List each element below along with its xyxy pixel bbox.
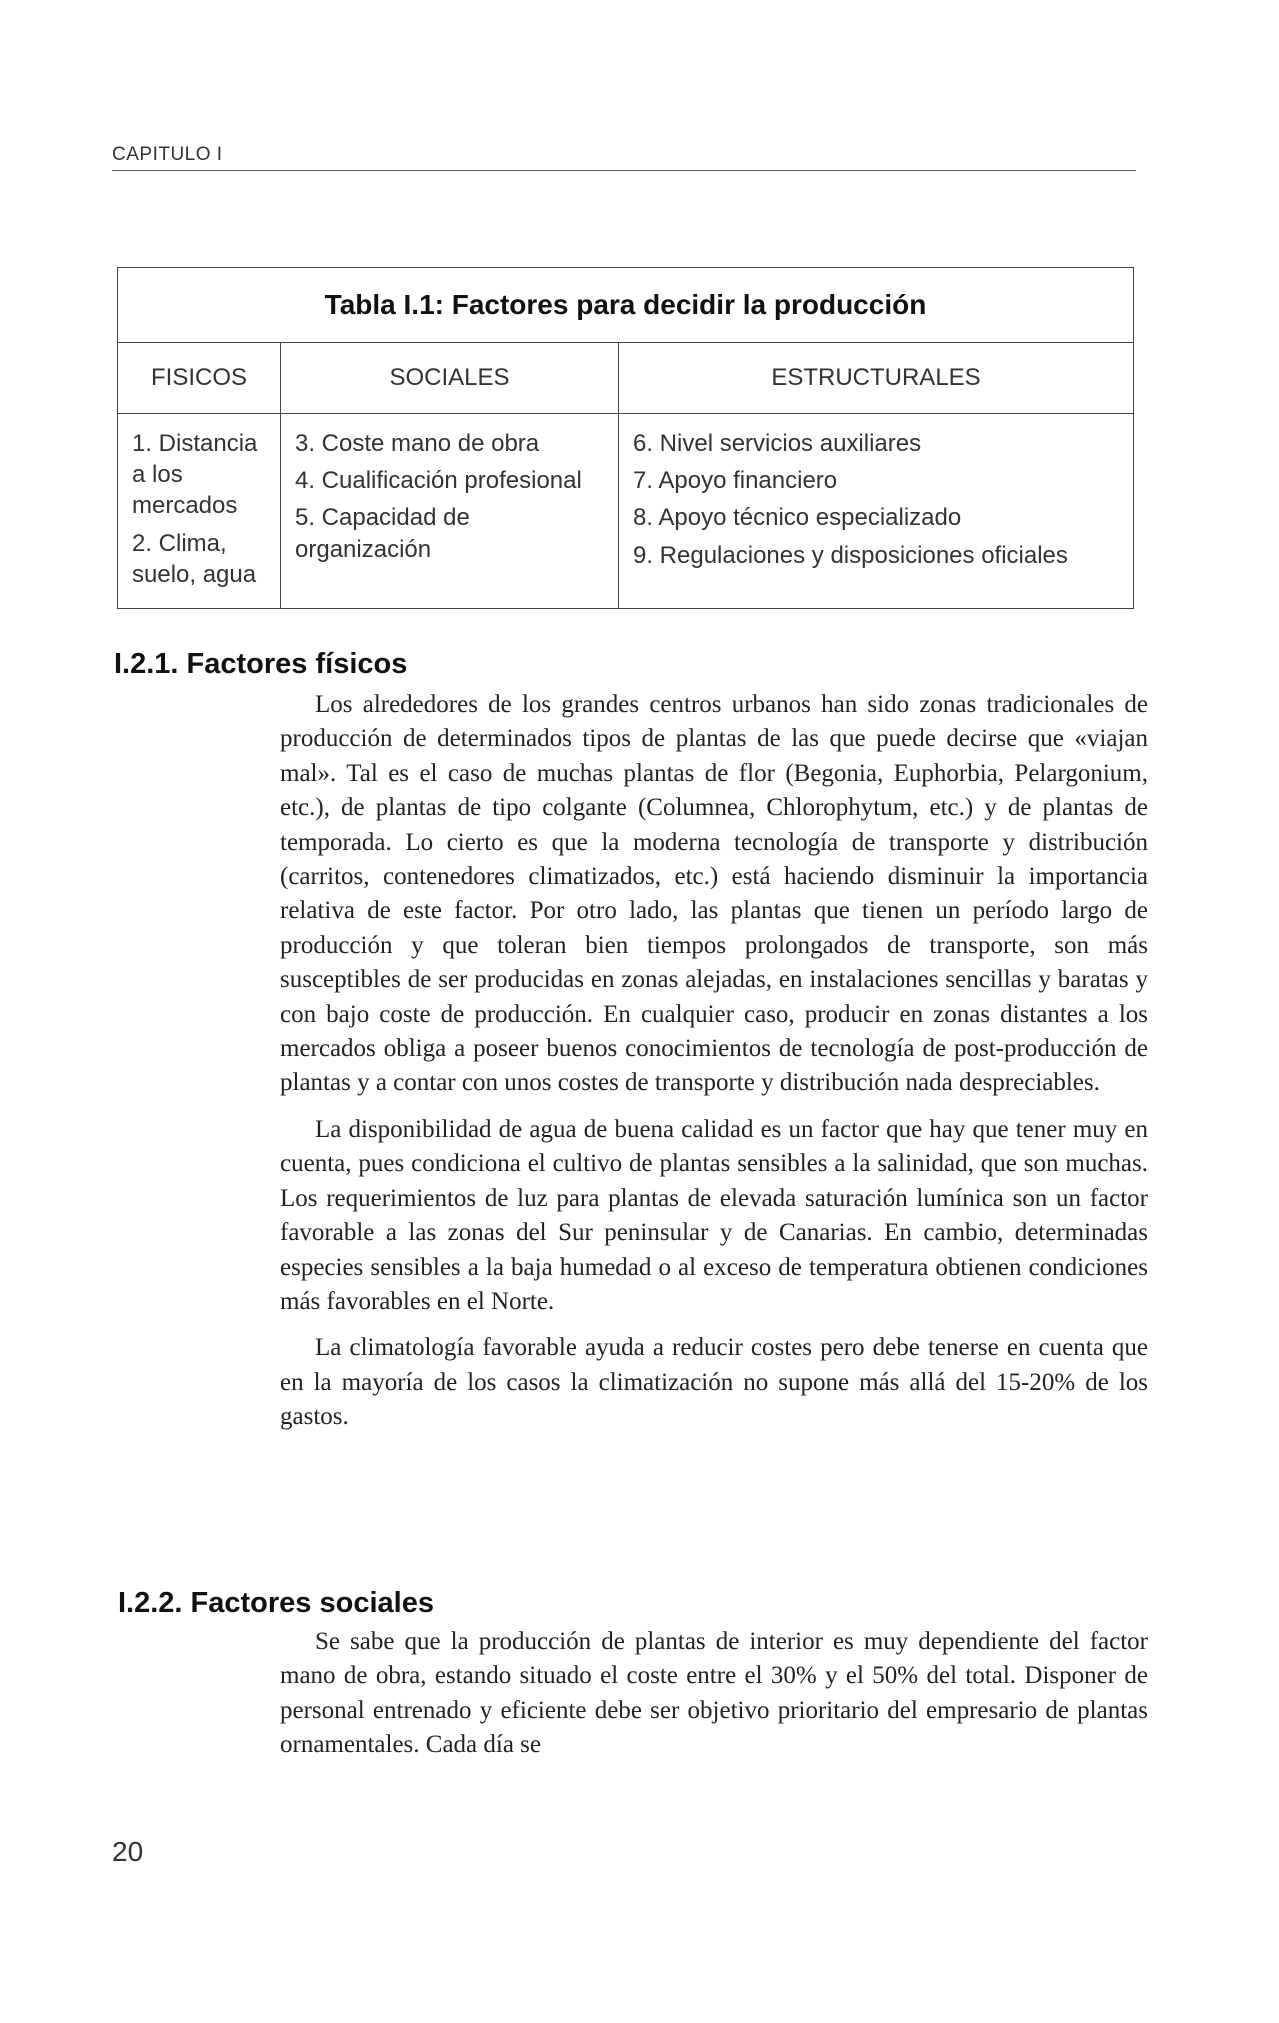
table-item: 8. Apoyo técnico especializado	[633, 504, 962, 532]
table-item: 5. Capacidad de organización	[295, 504, 470, 563]
table-item: 7. Apoyo financiero	[633, 467, 838, 495]
factors-table	[117, 267, 1134, 609]
section-body-factores-sociales	[280, 1625, 1148, 1775]
column-header-estructurales: ESTRUCTURALES	[619, 343, 1134, 414]
table-item: 4. Cualificación profesional	[295, 467, 582, 495]
table-item: 9. Regulaciones y disposiciones oficiales	[633, 541, 1068, 569]
page-number: 20	[112, 1836, 144, 1867]
paragraph: La disponibilidad de agua de buena calidad es un factor que hay que tener muy en cuenta, pues condiciona el cultivo de plantas sensibles a la salinidad, que son muchas. Los requerimientos de luz para plantas de elevada saturación lumínica son un factor favorable a las zonas del Sur peninsular y de Canarias. En cambio, determinadas especies sensibles a la baja humedad o al exceso de temperatura obtienen condiciones más favorables en el Norte.	[280, 1115, 1148, 1315]
header-rule	[112, 170, 1136, 171]
section-heading-factores-fisicos: I.2.1. Factores físicos	[114, 648, 408, 680]
running-head: CAPITULO I	[112, 144, 223, 165]
section-heading-factores-sociales: I.2.2. Factores sociales	[118, 1587, 434, 1619]
column-header-fisicos: FISICOS	[118, 343, 281, 414]
estructurales-cell	[619, 414, 1134, 609]
paragraph: Se sabe que la producción de plantas de interior es muy dependiente del factor mano de obra, estando situado el coste entre el 30% y el 50% del total. Disponer de personal entrenado y eficiente debe ser objetivo prioritario del empresario de plantas ornamentales. Cada día se	[280, 1628, 1148, 1759]
table-item: 6. Nivel servicios auxiliares	[633, 430, 922, 457]
table-title: Tabla I.1: Factores para decidir la producción	[118, 268, 1134, 343]
column-header-sociales: SOCIALES	[281, 343, 619, 414]
table-item: 3. Coste mano de obra	[295, 430, 540, 457]
paragraph: La climatología favorable ayuda a reducir costes pero debe tenerse en cuenta que en la mayoría de los casos la climatización no supone más allá del 15-20% de los gastos.	[280, 1334, 1148, 1431]
fisicos-cell	[118, 414, 281, 609]
paragraph: Los alrededores de los grandes centros urbanos han sido zonas tradicionales de producción de determinados tipos de plantas de las que puede decirse que «viajan mal». Tal es el caso de muchas plantas de flor (Begonia, Euphorbia, Pelargonium, etc.), de plantas de tipo colgante (Columnea, Chlorophytum, etc.) y de plantas de temporada. Lo cierto es que la moderna tecnología de transporte y distribución (carritos, contenedores climatizados, etc.) está haciendo disminuir la importancia relativa de este factor. Por otro lado, las plantas que tienen un período largo de producción y que toleran bien tiempos prolongados de transporte, son más susceptibles de ser producidas en zonas alejadas, en instalaciones sencillas y baratas y con bajo coste de producción. En cualquier caso, producir en zonas distantes a los mercados obliga a poseer buenos conocimientos de tecnología de post-producción de plantas y a contar con unos costes de transporte y distribución nada despreciables.	[280, 691, 1148, 1097]
sociales-cell	[281, 414, 619, 609]
section-body-factores-fisicos	[280, 688, 1148, 1447]
table-item: 1. Distancia a los mercados	[132, 430, 258, 520]
table-item: 2. Clima, suelo, agua	[132, 529, 257, 588]
